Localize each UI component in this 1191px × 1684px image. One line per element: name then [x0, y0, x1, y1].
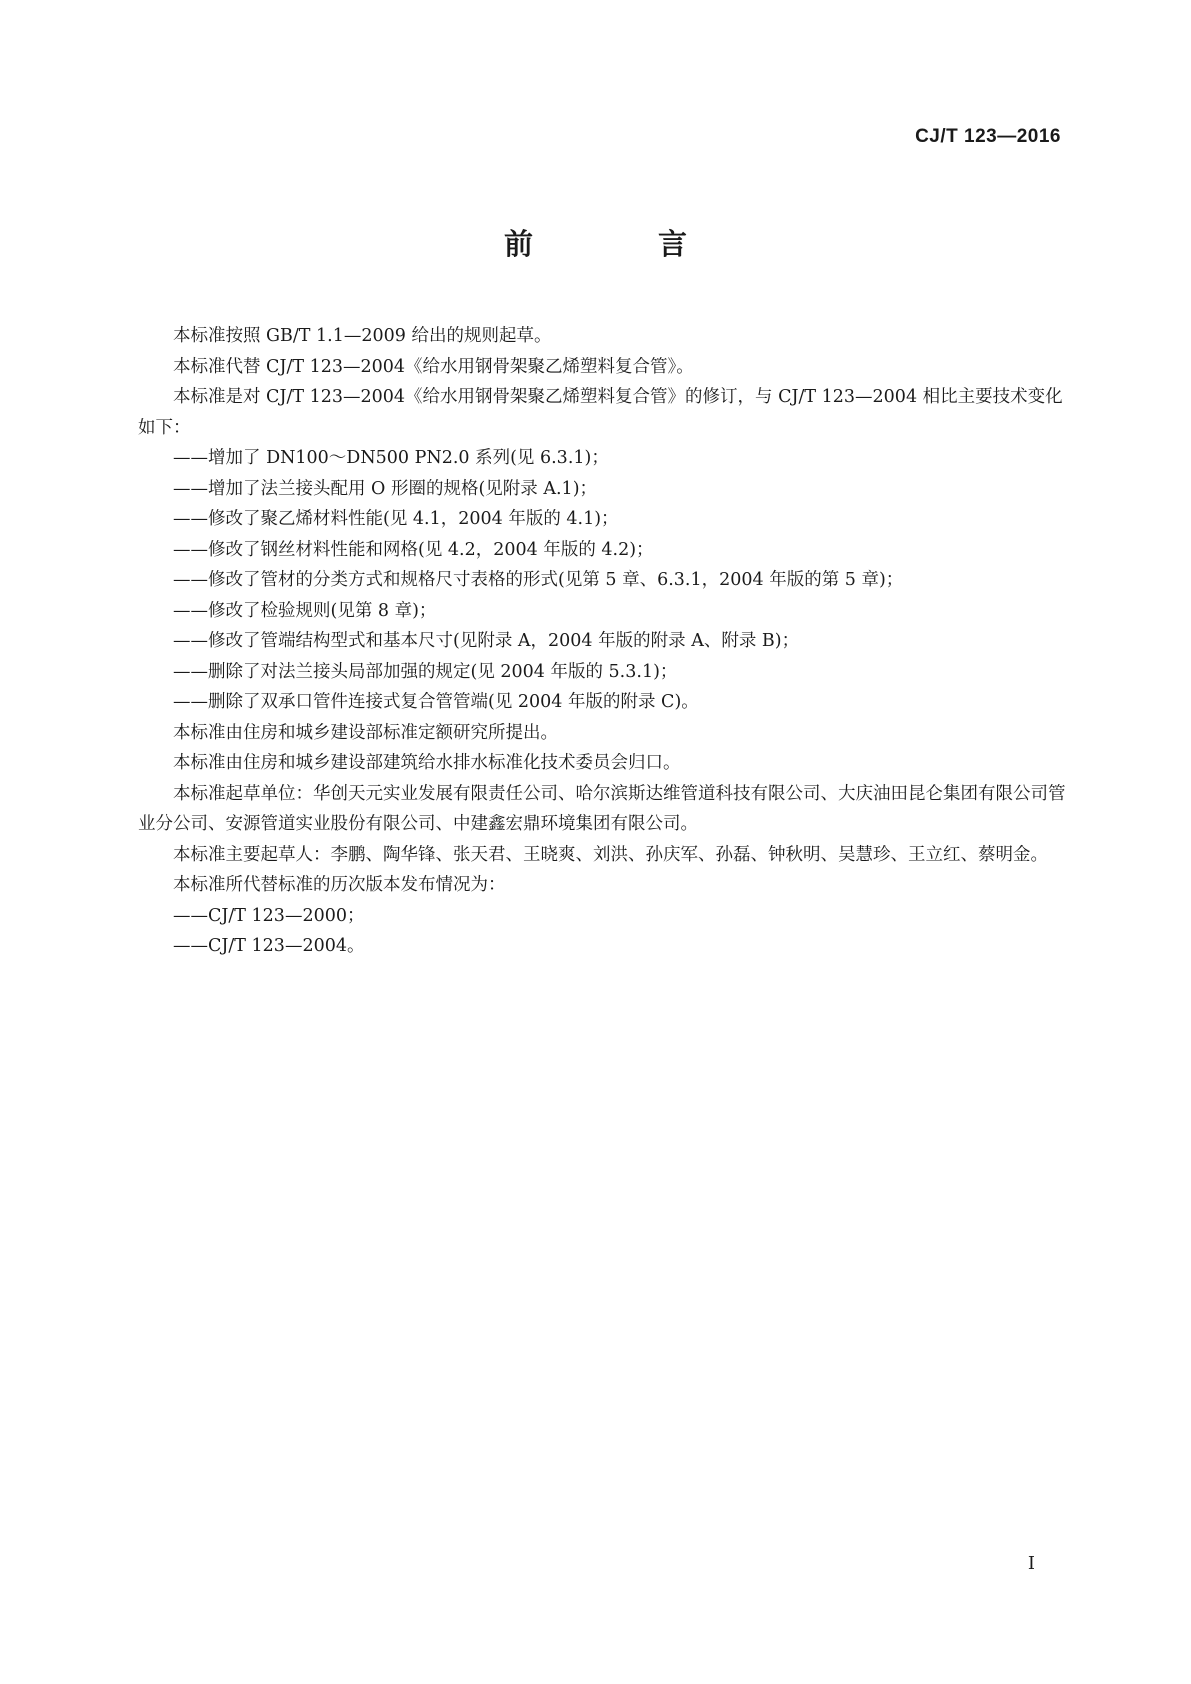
paragraph: 本标准由住房和城乡建设部建筑给水排水标准化技术委员会归口。 [173, 753, 681, 773]
change-item: ——修改了钢丝材料性能和网格(见 4.2，2004 年版的 4.2)； [173, 539, 654, 560]
page-number: I [1027, 1553, 1035, 1574]
paragraph: 本标准按照 GB/T 1.1—2009 给出的规则起草。 [173, 326, 552, 346]
paragraph: 本标准所代替标准的历次版本发布情况为： [173, 875, 506, 895]
paragraph: 本标准主要起草人：李鹏、陶华锋、张天君、王晓爽、刘洪、孙庆军、孙磊、钟秋明、吴慧珍、王立红、蔡明金。 [173, 844, 1048, 865]
change-item: ——修改了聚乙烯材料性能(见 4.1，2004 年版的 4.1)； [173, 509, 619, 529]
page-title: 前 言 [503, 227, 735, 261]
version-item: ——CJ/T 123—2004。 [173, 936, 365, 956]
paragraph: 本标准起草单位：华创天元实业发展有限责任公司、哈尔滨斯达维管道科技有限公司、大庆油田昆仑集团有限公司管业分公司、安源管道实业股份有限公司、中建鑫宏鼎环境集团有限公司。 [138, 783, 1066, 834]
change-item: ——修改了检验规则(见第 8 章)； [173, 600, 437, 621]
standard-code: CJ/T 123—2016 [915, 126, 1061, 147]
paragraph: 本标准代替 CJ/T 123—2004《给水用钢骨架聚乙烯塑料复合管》。 [173, 356, 694, 377]
change-item: ——修改了管材的分类方式和规格尺寸表格的形式(见第 5 章、6.3.1，2004 年版的第 5 章)； [173, 570, 904, 590]
change-item: ——增加了 DN100～DN500 PN2.0 系列(见 6.3.1)； [173, 448, 609, 468]
change-item: ——增加了法兰接头配用 O 形圈的规格(见附录 A.1)； [173, 478, 598, 499]
foreword-body [138, 321, 1072, 962]
change-item: ——删除了对法兰接头局部加强的规定(见 2004 年版的 5.3.1)； [173, 661, 678, 682]
change-item: ——修改了管端结构型式和基本尺寸(见附录 A，2004 年版的附录 A、附录 B)； [173, 631, 800, 651]
paragraph: 本标准由住房和城乡建设部标准定额研究所提出。 [173, 722, 558, 743]
change-item: ——删除了双承口管件连接式复合管管端(见 2004 年版的附录 C)。 [173, 692, 699, 712]
paragraph: 本标准是对 CJ/T 123—2004《给水用钢骨架聚乙烯塑料复合管》的修订，与 CJ/T 123—2004 相比主要技术变化如下： [138, 387, 1063, 438]
version-item: ——CJ/T 123—2000； [173, 905, 365, 926]
